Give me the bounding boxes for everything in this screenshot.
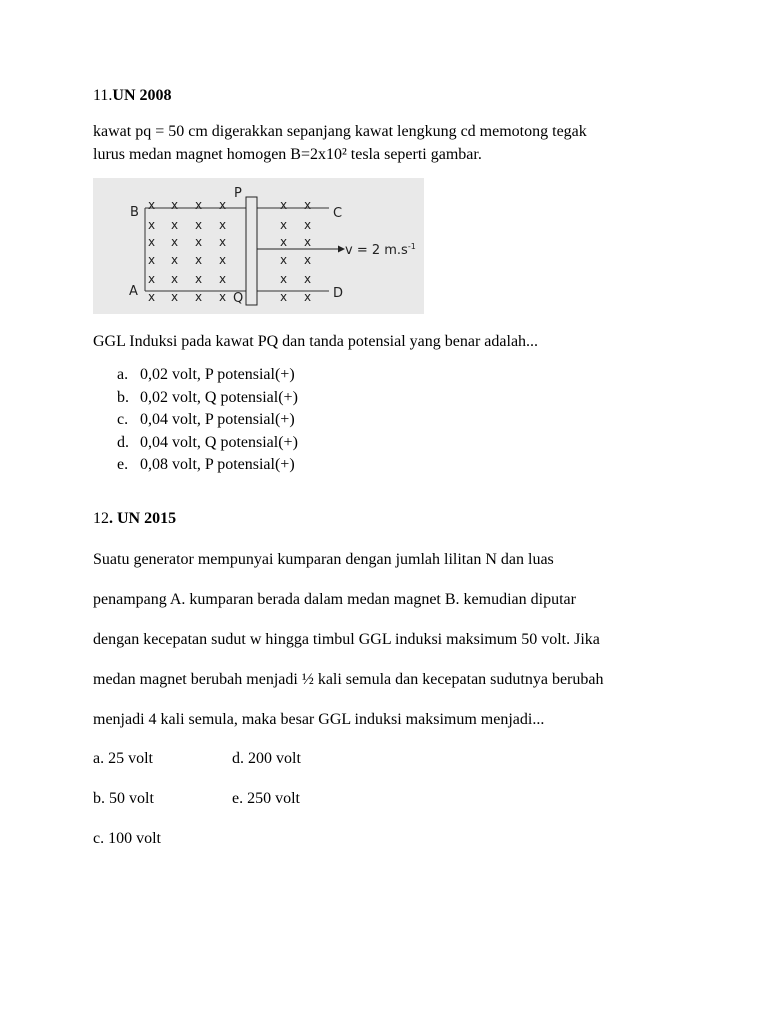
q12-option-c[interactable]: c. 100 volt [93, 830, 161, 847]
field-x: x [280, 235, 288, 249]
field-x: x [148, 218, 156, 232]
q12-option-b[interactable]: b. 50 volt [93, 790, 154, 807]
field-x: x [171, 198, 179, 212]
field-x: x [280, 218, 288, 232]
field-x: x [195, 218, 203, 232]
field-x: x [148, 272, 156, 286]
field-x: x [219, 272, 227, 286]
field-x: x [304, 218, 312, 232]
q12-heading [93, 510, 176, 528]
rod-pq [246, 197, 257, 305]
field-x: x [148, 235, 156, 249]
q12-line5: menjadi 4 kali semula, maka besar GGL induksi maksimum menjadi... [93, 711, 545, 728]
label-a: A [129, 284, 138, 299]
field-x: x [304, 198, 312, 212]
q11-title: UN 2008 [112, 87, 172, 104]
field-x: x [195, 253, 203, 267]
field-x: x [304, 235, 312, 249]
q11-text-line1: kawat pq = 50 cm digerakkan sepanjang kawat lengkung cd memotong tegak [93, 123, 587, 140]
q12-option-d[interactable]: d. 200 volt [232, 750, 301, 767]
field-x: x [280, 290, 288, 304]
magnetic-field-diagram [93, 178, 424, 314]
field-x: x [195, 198, 203, 212]
field-x: x [219, 290, 227, 304]
q12-title: . UN 2015 [109, 510, 177, 527]
field-x: x [219, 218, 227, 232]
field-x: x [304, 290, 312, 304]
label-q: Q [233, 291, 244, 306]
field-x: x [195, 235, 203, 249]
field-x: x [195, 290, 203, 304]
field-x: x [171, 253, 179, 267]
q11-heading [93, 87, 172, 105]
q12-line1: Suatu generator mempunyai kumparan dengan jumlah lilitan N dan luas [93, 551, 554, 568]
q11-text-line2: lurus medan magnet homogen B=2x10² tesla seperti gambar. [93, 146, 482, 163]
field-x: x [148, 253, 156, 267]
q11-option-b[interactable]: b. 0,02 volt, Q potensial(+) [117, 388, 298, 406]
label-d: D [333, 286, 344, 301]
q11-option-a[interactable]: a. 0,02 volt, P potensial(+) [117, 366, 295, 383]
field-x: x [280, 272, 288, 286]
q11-number: 11. [93, 87, 113, 104]
field-x: x [219, 198, 227, 212]
field-x: x [280, 198, 288, 212]
label-p: P [234, 186, 242, 201]
q12-line4: medan magnet berubah menjadi ½ kali semula dan kecepatan sudutnya berubah [93, 671, 604, 688]
q11-option-e[interactable]: e. 0,08 volt, P potensial(+) [117, 456, 295, 473]
field-x: x [171, 290, 179, 304]
q12-line2: penampang A. kumparan berada dalam medan magnet B. kemudian diputar [93, 591, 576, 608]
label-b: B [130, 205, 139, 220]
field-x: x [171, 218, 179, 232]
label-c: C [333, 206, 343, 221]
field-x: x [304, 253, 312, 267]
q11-options [117, 364, 298, 477]
q11-option-d[interactable]: d. 0,04 volt, Q potensial(+) [117, 433, 298, 451]
q12-option-e[interactable]: e. 250 volt [232, 790, 300, 807]
field-x: x [219, 253, 227, 267]
q11-figure [93, 178, 424, 314]
q12-number: 12 [93, 510, 109, 527]
field-x: x [148, 198, 156, 212]
field-x: x [195, 272, 203, 286]
field-x: x [280, 253, 288, 267]
field-x: x [148, 290, 156, 304]
field-x: x [304, 272, 312, 286]
velocity-label: v = 2 $m.s^{-1}$ [345, 242, 416, 258]
field-x: x [219, 235, 227, 249]
q11-question: GGL Induksi pada kawat PQ dan tanda potensial yang benar adalah... [93, 333, 539, 350]
q12-line3: dengan kecepatan sudut w hingga timbul GGL induksi maksimum 50 volt. Jika [93, 631, 600, 648]
velocity-arrowhead [338, 246, 345, 253]
field-x: x [171, 272, 179, 286]
q12-option-a[interactable]: a. 25 volt [93, 750, 153, 767]
q11-option-c[interactable]: c. 0,04 volt, P potensial(+) [117, 411, 295, 428]
field-x: x [171, 235, 179, 249]
field-symbols [148, 198, 311, 304]
